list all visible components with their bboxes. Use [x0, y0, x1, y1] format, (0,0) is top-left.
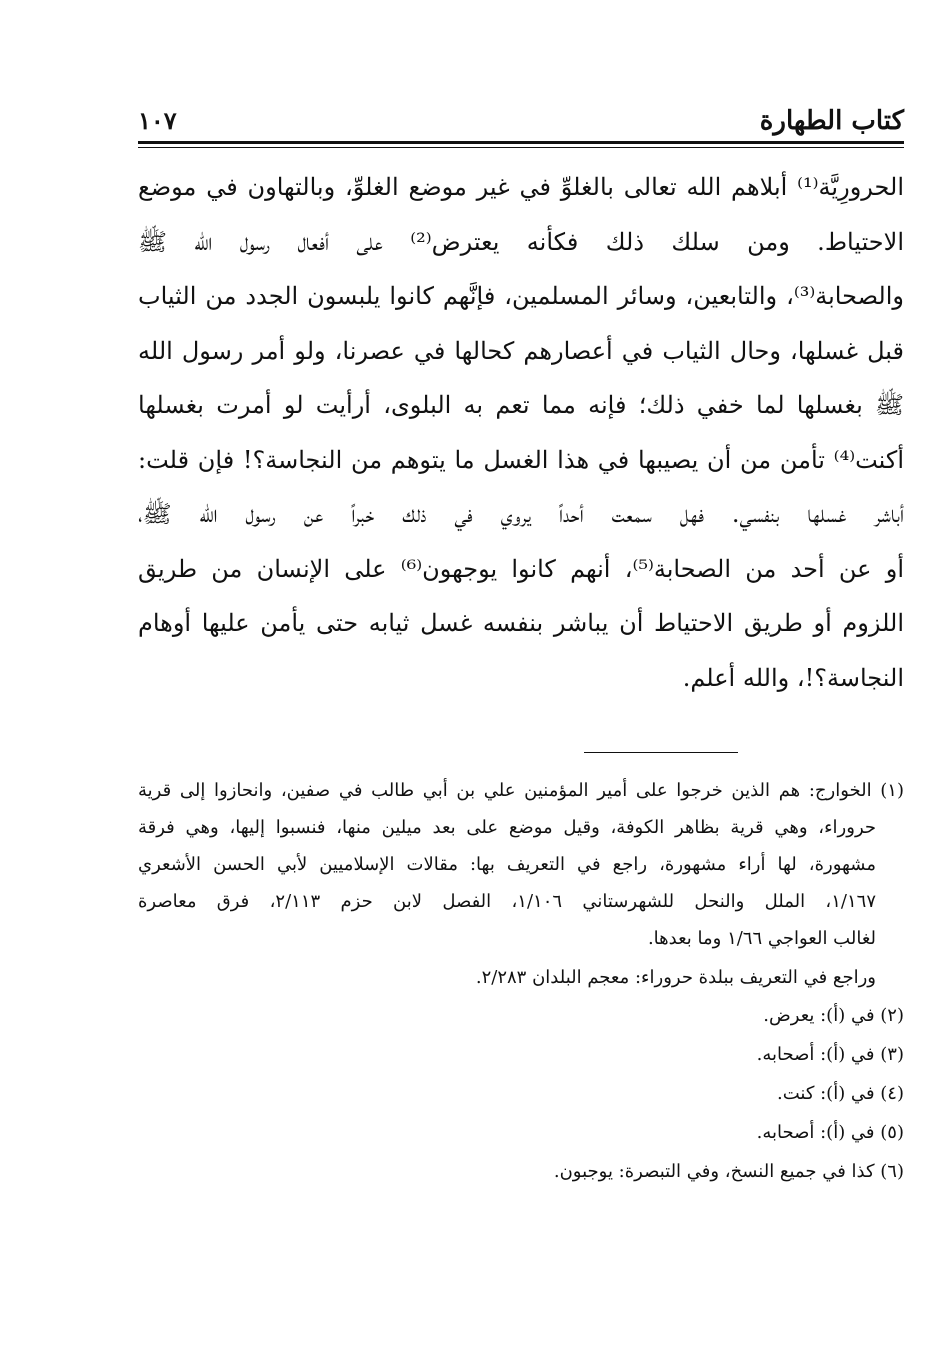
text-line: أكنت⁽⁴⁾ تأمن من أن يصيبها في هذا الغسل ما يتوهم من النجاسة؟! فإن قلت: — [138, 445, 904, 474]
footnote-line: ١/١٦٧، الملل والنحل للشهرستاني ١/١٠٦، الفصل لابن حزم ٢/١١٣، فرق معاصرة — [138, 891, 876, 912]
footnote-line: (١) الخوارج: هم الذين خرجوا على أمير المؤمنين علي بن أبي طالب في صفين، وانحازوا إلى قرية — [138, 780, 904, 801]
header-rule-thick — [138, 141, 904, 144]
footnotes — [138, 772, 904, 1191]
footnote-line: (٤) في (أ): كنت. — [776, 1083, 904, 1104]
footnote-line: (٣) في (أ): أصحابه. — [756, 1044, 904, 1065]
chapter-title: كتاب الطهارة — [759, 106, 904, 136]
footnote-line: (٦) كذا في جميع النسخ، وفي التبصرة: يوجبون. — [553, 1161, 904, 1182]
text-line: قبل غسلها، وحال الثياب في أعصارهم كحالها في عصرنا، ولو أمر رسول الله — [138, 336, 904, 365]
text-line: أو عن أحد من الصحابة⁽⁵⁾، أنهم كانوا يوجهون⁽⁶⁾ على الإنسان من طريق — [138, 554, 904, 583]
text-line: والصحابة⁽³⁾، والتابعين، وسائر المسلمين، فإنَّهم كانوا يلبسون الجدد من الثياب — [138, 282, 904, 310]
text-line: ﷺ بغسلها لما خفي ذلك؛ فإنه مما تعم به البلوى، أرأيت لو أمرت بغسلها — [138, 391, 904, 419]
text-line: الاحتياط. ومن سلك ذلك فكأنه يعترض⁽²⁾ على أفعال رسول الله ﷺ — [138, 227, 904, 256]
footnote-line: مشهورة، لها أراء مشهورة، راجع في التعريف بها: مقالات الإسلاميين لأبي الحسن الأشعري — [138, 854, 876, 875]
header-rule-thin — [138, 147, 904, 148]
page-number: ١٠٧ — [138, 106, 177, 135]
footnote-line: (٢) في (أ): يعرض. — [763, 1005, 904, 1026]
running-header — [138, 104, 904, 138]
footnote-separator — [584, 752, 738, 753]
text-line: النجاسة؟!، والله أعلم. — [682, 663, 904, 692]
text-line: الحرورِيَّة⁽¹⁾ أبلاهم الله تعالى بالغلوِّ في غير موضع الغلوِّ، وبالتهاون في موضع — [138, 173, 904, 201]
text-line: أباشر غسلها بنفسي. فهل سمعت أحداً يروي في ذلك خبراً عن رسول الله ﷺ، — [138, 500, 904, 528]
main-text — [138, 160, 904, 705]
footnote-line: (٥) في (أ): أصحابه. — [756, 1122, 904, 1143]
footnote-line: حروراء، وهي قرية بظاهر الكوفة، وقيل موضع على بعد ميلين منها، فنسبوا إليها، وهي فرقة — [138, 817, 876, 838]
text-line: اللزوم أو طريق الاحتياط أن يباشر بنفسه غسل ثيابه حتى يأمن عليها أوهام — [138, 609, 904, 637]
footnote-line: وراجع في التعريف ببلدة حروراء: معجم البلدان ٢/٢٨٣. — [475, 967, 876, 988]
footnote-line: لغالب العواجي ١/٦٦ وما بعدها. — [647, 928, 876, 949]
